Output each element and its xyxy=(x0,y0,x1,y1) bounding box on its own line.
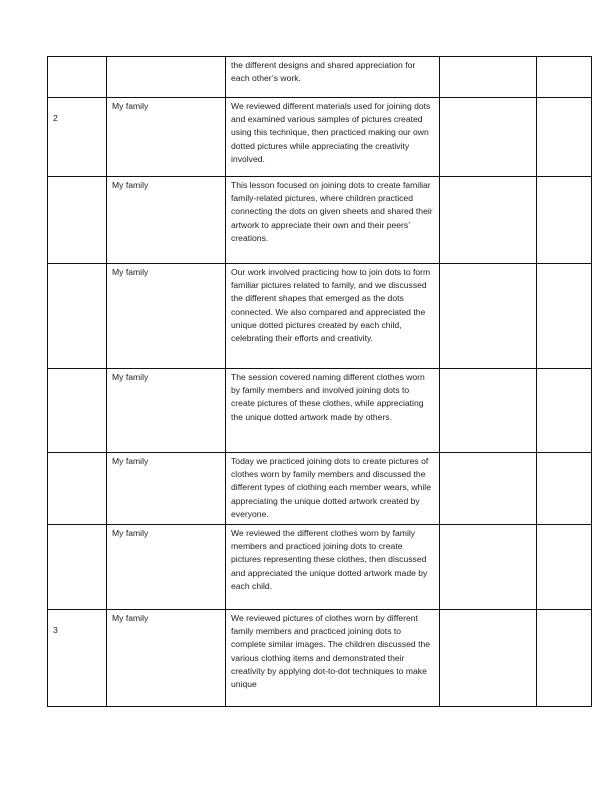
week-cell xyxy=(48,525,107,610)
week-cell xyxy=(48,264,107,369)
table-row xyxy=(48,57,592,98)
week-cell xyxy=(48,98,107,177)
week-cell xyxy=(48,57,107,98)
topic-cell xyxy=(107,57,226,98)
empty-cell xyxy=(537,525,592,610)
topic-cell: My family xyxy=(107,453,226,525)
topic-cell: My family xyxy=(107,369,226,453)
empty-cell xyxy=(440,525,537,610)
table-row xyxy=(48,369,592,453)
topic-cell: My family xyxy=(107,98,226,177)
lesson-table xyxy=(47,56,592,707)
topic-cell: My family xyxy=(107,610,226,707)
week-cell xyxy=(48,453,107,525)
empty-cell xyxy=(537,369,592,453)
description-cell: We reviewed the different clothes worn by family members and practiced joining dots to create pictures representing these clothes, then discussed and appreciated the unique dotted artwork made by each child. xyxy=(226,525,440,610)
week-cell xyxy=(48,369,107,453)
empty-cell xyxy=(537,98,592,177)
week-cell xyxy=(48,610,107,707)
empty-cell xyxy=(440,610,537,707)
table-row xyxy=(48,525,592,610)
empty-cell xyxy=(440,264,537,369)
description-cell: the different designs and shared appreciation for each other’s work. xyxy=(226,57,440,98)
topic-cell: My family xyxy=(107,264,226,369)
description-cell: Today we practiced joining dots to create pictures of clothes worn by family members and discussed the different types of clothing each member wears, while appreciating the unique dotted artwork created by everyone. xyxy=(226,453,440,525)
topic-cell: My family xyxy=(107,525,226,610)
table-row xyxy=(48,264,592,369)
table-row xyxy=(48,177,592,264)
week-cell xyxy=(48,177,107,264)
empty-cell xyxy=(440,453,537,525)
description-cell: We reviewed different materials used for joining dots and examined various samples of pictures created using this technique, then practiced making our own dotted pictures while appreciating the creativity involved. xyxy=(226,98,440,177)
table-row xyxy=(48,453,592,525)
empty-cell xyxy=(440,57,537,98)
empty-cell xyxy=(440,177,537,264)
empty-cell xyxy=(537,264,592,369)
description-cell: The session covered naming different clothes worn by family members and involved joining dots to create pictures of these clothes, while appreciating the unique dotted artwork made by others. xyxy=(226,369,440,453)
empty-cell xyxy=(440,369,537,453)
empty-cell xyxy=(537,57,592,98)
description-cell: Our work involved practicing how to join dots to form familiar pictures related to family, and we discussed the different shapes that emerged as the dots connected. We also compared and appreciated the unique dotted pictures created by each child, celebrating their efforts and creativity. xyxy=(226,264,440,369)
table-row xyxy=(48,98,592,177)
description-cell: We reviewed pictures of clothes worn by different family members and practiced joining dots to complete similar images. The children discussed the various clothing items and demonstrated their creativity by applying dot-to-dot techniques to make unique xyxy=(226,610,440,707)
empty-cell xyxy=(537,177,592,264)
topic-cell: My family xyxy=(107,177,226,264)
empty-cell xyxy=(537,610,592,707)
table-row xyxy=(48,610,592,707)
week-number: 3 xyxy=(53,625,58,636)
empty-cell xyxy=(440,98,537,177)
empty-cell xyxy=(537,453,592,525)
week-number: 2 xyxy=(53,113,58,123)
description-cell: This lesson focused on joining dots to create familiar family-related pictures, where children practiced connecting the dots on given sheets and shared their artwork to appreciate their own and their peers’ creations. xyxy=(226,177,440,264)
